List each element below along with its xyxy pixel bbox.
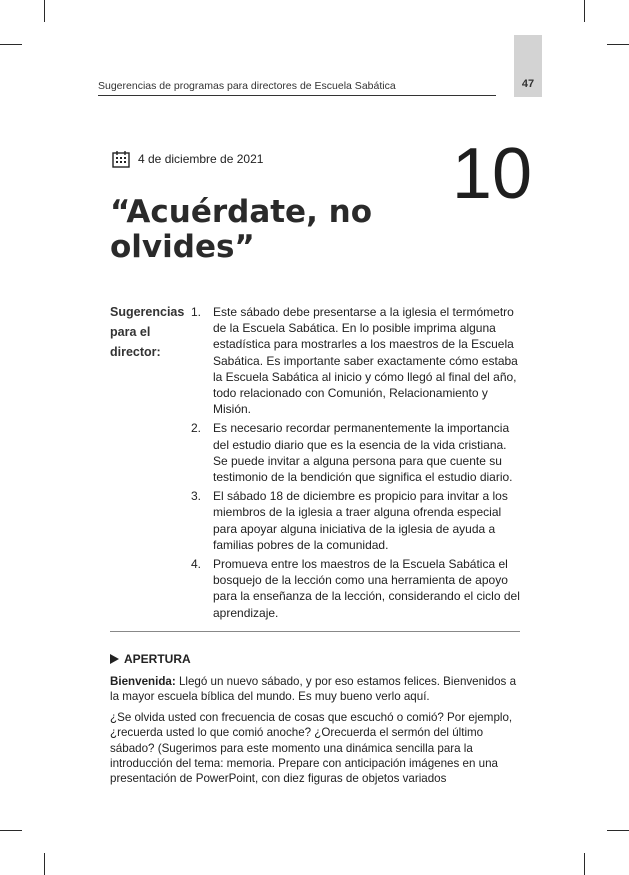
- list-item: [191, 304, 521, 417]
- crop-mark-top-left: [44, 0, 45, 22]
- crop-mark-top-right: [584, 0, 585, 22]
- play-triangle-icon: [110, 654, 119, 664]
- crop-mark-bottom-left: [44, 853, 45, 875]
- lesson-date: 4 de diciembre de 2021: [138, 152, 264, 166]
- director-suggestions-label: Sugerencias para el director:: [110, 305, 185, 359]
- list-item-number: 1.: [191, 305, 202, 319]
- crop-mark-bottom-right-h: [607, 830, 629, 831]
- running-header: Sugerencias de programas para directores de Escuela Sabática: [98, 80, 496, 96]
- calendar-icon: [112, 150, 130, 168]
- crop-mark-top-right-h: [607, 44, 629, 45]
- list-item-text: Este sábado debe presentarse a la iglesia el termómetro de la Escuela Sabática. En lo posible imprima alguna estadística para mostrarles a los maestros de la Escuela Sabática. Es importante saber exactamente cómo estaba la Escuela Sabática al inicio y cómo llegó al final del año, todo relacionado con Comunión, Relacionamiento y Misión.: [213, 305, 518, 417]
- welcome-paragraph: [110, 674, 520, 705]
- opening-heading-label: APERTURA: [124, 652, 191, 666]
- list-item-text: Promueva entre los maestros de la Escuela Sabática el bosquejo de la lección como una herramienta de apoyo para la enseñanza de la lección, considerando el ciclo del aprendizaje.: [213, 557, 520, 620]
- lesson-date-row: [112, 150, 263, 168]
- crop-mark-top-left-h: [0, 44, 22, 45]
- director-suggestions-list: [191, 304, 521, 624]
- opening-body-paragraph: ¿Se olvida usted con frecuencia de cosas que escuchó o comió? Por ejemplo, ¿recuerda usted lo que comió anoche? ¿Orecuerda el sermón del último sábado? (Sugerimos para este momento una dinámica sencilla para la introducción del tema: memoria. Prepare con anticipación imágenes en una presentación de PowerPoint, con diez figuras de objetos variados: [110, 711, 513, 786]
- list-item-number: 4.: [191, 557, 202, 572]
- list-item: [191, 488, 521, 553]
- list-item-text: Es necesario recordar permanentemente la importancia del estudio diario que es la esencia de la vida cristiana. Se puede invitar a alguna persona para que cuente su testimonio de la bendición que significa el estudio diario.: [213, 421, 513, 485]
- list-item: [191, 420, 521, 485]
- crop-mark-bottom-left-h: [0, 830, 22, 831]
- welcome-text: Llegó un nuevo sábado, y por eso estamos felices. Bienvenidos a la mayor escuela bíblica del mundo. Es muy bueno verlo aquí.: [110, 675, 517, 704]
- welcome-label: Bienvenida:: [110, 675, 176, 688]
- crop-mark-bottom-right: [584, 853, 585, 875]
- list-item-number: 2.: [191, 421, 202, 436]
- opening-heading: [110, 652, 191, 666]
- lesson-number: 10: [451, 134, 532, 214]
- lesson-title: “Acuérdate, no olvides”: [110, 194, 373, 265]
- page-number: 47: [521, 78, 535, 90]
- list-item-text: El sábado 18 de diciembre es propicio para invitar a los miembros de la iglesia a traer alguna ofrenda especial para apoyar alguna iniciativa de la iglesia de ayuda a familias pobres de la comunidad.: [213, 489, 508, 552]
- list-item-number: 3.: [191, 489, 202, 504]
- section-divider: [110, 631, 520, 632]
- list-item: [191, 556, 521, 621]
